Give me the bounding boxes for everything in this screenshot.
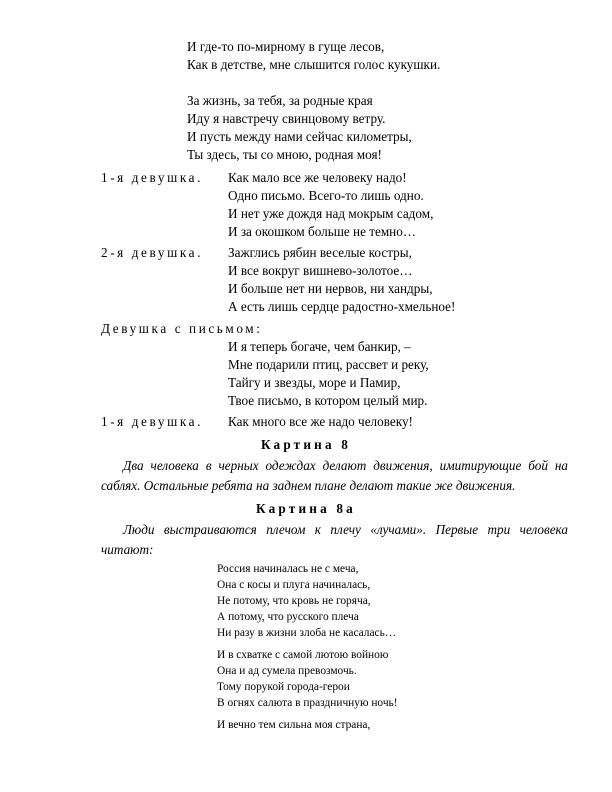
poem-line: Она и ад сумела превозмочь.	[217, 665, 357, 677]
stage-direction: Два человека в черных одеждах делают движения, имитирующие бой на саблях. Остальные ребята на заднем плане делают такие же движения.	[101, 458, 568, 493]
verse-line: Иду я навстречу свинцовому ветру.	[187, 111, 386, 126]
verse-line: И я теперь богаче, чем банкир, –	[228, 339, 411, 354]
verse-line: И больше нет ни нервов, ни хандры,	[228, 281, 433, 296]
verse-line: Зажглись рябин веселые костры,	[228, 245, 412, 260]
verse-line: За жизнь, за тебя, за родные края	[187, 93, 373, 108]
verse-line: Ты здесь, ты со мною, родная моя!	[187, 147, 382, 162]
scene-heading: Картина 8а	[256, 501, 356, 516]
verse-line: И все вокруг вишнево-золотое…	[228, 263, 413, 278]
poem-line: Она с косы и плуга начиналась,	[217, 579, 371, 591]
poem-line: Не потому, что кровь не горяча,	[217, 595, 371, 607]
verse-line: И пусть между нами сейчас километры,	[187, 129, 412, 144]
scene-heading: Картина 8	[260, 437, 352, 452]
verse-line: А есть лишь сердце радостно-хмельное!	[228, 299, 456, 314]
verse-line: Мне подарили птиц, рассвет и реку,	[228, 357, 429, 372]
verse-line: И нет уже дождя над мокрым садом,	[228, 206, 434, 221]
verse-line: Как мало все же человеку надо!	[228, 170, 407, 185]
poem-line: Тому порукой города-герои	[217, 681, 350, 693]
speaker-name: 1-я девушка.	[101, 414, 203, 429]
speaker-name: Девушка с письмом:	[101, 321, 263, 336]
verse-line: Твое письмо, в котором целый мир.	[228, 393, 428, 408]
verse-line: Как в детстве, мне слышится голос кукушки.	[187, 57, 441, 72]
verse-line: И за окошком больше не темно…	[228, 224, 417, 239]
stage-direction: Люди выстраиваются плечом к плечу «лучами». Первые три человека читают:	[101, 522, 568, 557]
poem-line: И вечно тем сильна моя страна,	[217, 719, 371, 731]
poem-line: Россия начиналась не с меча,	[217, 563, 359, 575]
verse-line: Тайгу и звезды, море и Памир,	[228, 375, 401, 390]
poem-line: Ни разу в жизни злоба не касалась…	[217, 627, 397, 639]
verse-line: Одно письмо. Всего-то лишь одно.	[228, 188, 424, 203]
poem-line: И в схватке с самой лютою войною	[217, 649, 389, 661]
verse-line: И где-то по-мирному в гуще лесов,	[187, 39, 385, 54]
verse-line: Как много все же надо человеку!	[228, 414, 413, 429]
speaker-name: 2-я девушка.	[101, 245, 203, 260]
speaker-name: 1-я девушка.	[101, 170, 203, 185]
poem-line: В огнях салюта в праздничную ночь!	[217, 697, 398, 709]
poem-line: А потому, что русского плеча	[217, 611, 359, 623]
